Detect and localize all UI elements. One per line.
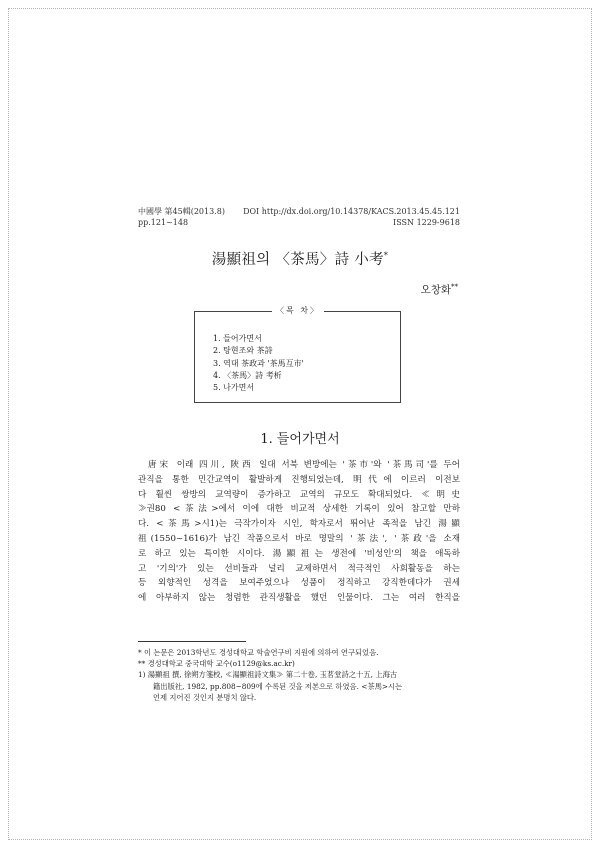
toc-heading: 〈목 차〉 (272, 305, 324, 317)
footnotes (138, 647, 460, 703)
body-line: ≫권80 <茶法>에서 이에 대한 비교적 상세한 기록이 있어 참고할 만하 (138, 504, 460, 515)
doi-link[interactable]: DOI http://dx.doi.org/10.14378/KACS.2013.45.45.121 (243, 207, 460, 216)
page-border (8, 8, 592, 840)
paper-title (0, 248, 600, 269)
author-footnote-mark: ** (451, 283, 458, 291)
body-line: 唐宋 이래 四川, 陝西 일대 서북 변방에는 '茶市'와 '茶馬司'를 두어 (148, 460, 460, 470)
body-paragraph (138, 458, 460, 606)
toc-list (213, 333, 304, 394)
journal-pages: pp.121~148 (138, 218, 189, 227)
body-line: 다. <茶馬>시1)는 극작가이자 시인, 학자로서 뛰어난 족적을 남긴 湯顯 (138, 519, 460, 530)
footnote-divider (138, 641, 246, 642)
footnote: ** 경성대학교 중국대학 교수(o1129@ks.ac.kr) (138, 659, 295, 669)
paper-title-text: 湯顯祖의 〈茶馬〉詩 小考 (211, 252, 384, 268)
toc-item[interactable]: 5. 나가면서 (213, 383, 255, 393)
body-line: 관직을 통한 민간교역이 활발하게 진행되었는데, 明代에 이르러 이전보 (138, 474, 460, 485)
section-heading: 1. 들어가면서 (260, 432, 340, 447)
journal-info (138, 206, 225, 228)
title-footnote-mark: * (383, 251, 389, 260)
footnote: 1) 湯顯祖 撰, 徐朔方箋校, ≪湯顯祖詩文集≫ 第二十卷, 玉茗堂詩之十五, 上海古 (138, 670, 398, 680)
footnote-continuation: 籍出版社, 1982, pp.808~809에 수록된 것을 저본으로 하였음. <茶馬>시는 (153, 681, 403, 691)
author-name: 오창화 (420, 284, 451, 296)
toc-item[interactable]: 3. 역대 茶政과 '茶馬互市' (213, 358, 304, 368)
body-line: 에 아부하지 않는 청렴한 관직생활을 했던 인물이다. 그는 여러 한직을 (138, 593, 460, 604)
toc-item[interactable]: 1. 들어가면서 (213, 334, 262, 343)
body-line: 등 외향적인 성격을 보여주었으나 성품이 정직하고 강직한데다가 권세 (138, 578, 460, 589)
author (421, 282, 458, 297)
toc-item[interactable]: 2. 탕현조와 茶詩 (213, 346, 273, 356)
body-line: 로 하고 있는 특이한 시이다. 湯顯祖는 생전에 '비성인'의 책을 애독하 (138, 548, 460, 559)
footnote: * 이 논문은 2013학년도 경성대학교 학술연구비 지원에 의하여 연구되었음. (138, 648, 379, 657)
toc-item[interactable]: 4. 〈茶馬〉詩 考析 (213, 370, 282, 380)
footnote-continuation: 언제 지어진 것인지 분명치 않다. (153, 692, 257, 702)
doi-info (243, 206, 460, 228)
journal-issue: 中國學 第45輯(2013.8) (138, 207, 225, 216)
body-line: 祖(1550~1616)가 남긴 작품으로서 바로 명말의 '茶法', '茶政'을 소재 (138, 533, 460, 544)
body-line: 다 훨씬 쌍방의 교역량이 증가하고 교역의 규모도 확대되었다. ≪明史 (138, 489, 460, 500)
issn: ISSN 1229-9618 (393, 218, 460, 227)
body-line: 고 '기의'가 있는 선비들과 널리 교제하면서 적극적인 사회활동을 하는 (138, 563, 460, 574)
